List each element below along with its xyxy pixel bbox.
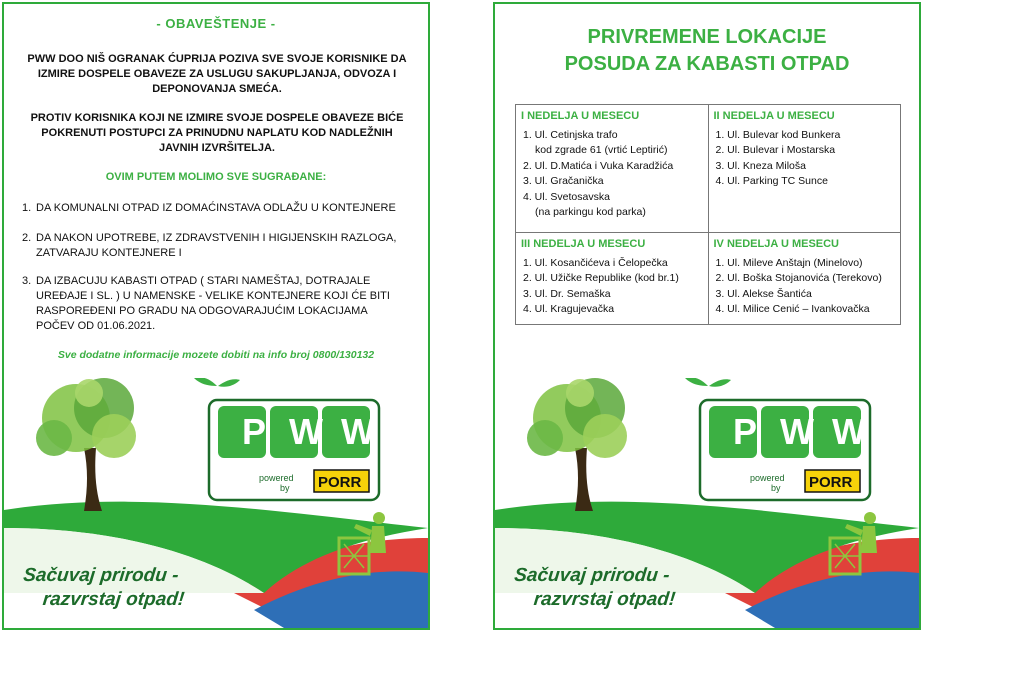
location-item-continuation: (na parkingu kod parka) xyxy=(535,206,646,218)
locations-table xyxy=(515,104,901,325)
tree-icon xyxy=(36,378,136,511)
list-item xyxy=(22,231,402,261)
list-item xyxy=(22,274,402,334)
tree-icon xyxy=(527,378,627,511)
list-item-number: 1. xyxy=(22,202,32,214)
pww-logo-letter: W xyxy=(341,411,375,452)
location-item: 4. Ul. Svetosavska xyxy=(523,190,610,203)
pww-logo-letter: W xyxy=(780,411,814,452)
location-item: 1. Ul. Cetinjska trafo xyxy=(523,128,618,141)
list-item-text: DA KOMUNALNI OTPAD IZ DOMAĆINSTAVA ODLAŽU U KONTEJNERE xyxy=(36,202,396,214)
location-item: 4. Ul. Parking TC Sunce xyxy=(715,175,828,187)
locations-poster xyxy=(493,2,921,630)
powered-text: powered xyxy=(750,473,785,483)
week-cell xyxy=(708,105,901,233)
location-item: 2. Ul. Užičke Republike (kod br.1) xyxy=(523,272,679,284)
week-cell xyxy=(516,233,709,325)
list-item xyxy=(22,201,402,216)
pww-logo-letter: W xyxy=(289,411,323,452)
list-item-continuation: ZATVARAJU KONTEJNERE I xyxy=(36,247,182,259)
location-item-continuation: kod zgrade 61 (vrtić Leptirić) xyxy=(535,144,668,156)
location-item: 4. Ul. Kragujevačka xyxy=(523,303,615,315)
list-item-text: DA IZBACUJU KABASTI OTPAD ( STARI NAMEŠTAJ, DOTRAJALE xyxy=(36,275,371,287)
list-item-number: 3. xyxy=(22,275,32,287)
location-item: 1. Ul. Mileve Anštajn (Minelovo) xyxy=(715,256,863,269)
slogan: Sačuvaj prirodu - razvrstaj otpad! xyxy=(513,565,677,610)
week-heading: III NEDELJA U MESECU xyxy=(521,238,646,250)
location-item: 3. Ul. Gračanička xyxy=(523,175,604,187)
location-item: 3. Ul. Alekse Šantića xyxy=(715,287,812,300)
week-cell xyxy=(516,105,709,233)
location-item: 2. Ul. Bulevar i Mostarska xyxy=(715,144,836,156)
week-cell xyxy=(708,233,901,325)
week-heading: IV NEDELJA U MESECU xyxy=(713,238,840,250)
location-item: 4. Ul. Milice Cenić – Ivankovačka xyxy=(715,303,870,315)
porr-logo-text: PORR xyxy=(318,474,362,491)
location-item: 1. Ul. Bulevar kod Bunkera xyxy=(715,128,841,141)
location-item: 2. Ul. D.Matića i Vuka Karadžića xyxy=(523,159,674,172)
pww-logo-letter: P xyxy=(733,411,758,452)
list-item-text: DA NAKON UPOTREBE, IZ ZDRAVSTVENIH I HIGIJENSKIH RAZLOGA, xyxy=(36,232,397,244)
locations-title: PRIVREMENE LOKACIJE POSUDA ZA KABASTI OTPAD xyxy=(564,26,850,75)
list-item-number: 2. xyxy=(22,232,32,244)
location-item: 3. Ul. Dr. Semaška xyxy=(523,287,611,300)
info-line: Sve dodatne informacije mozete dobiti na info broj 0800/130132 xyxy=(57,349,375,361)
notice-paragraph-enforcement: PROTIV KORISNIKA KOJI NE IZMIRE SVOJE DOSPELE OBAVEZE BIĆE POKRENUTI POSTUPCI ZA PRINUDNU NAPLATU KOD NADLEŽNIH JAVNIH IZVRŠITELJA. xyxy=(30,112,404,154)
location-item: 3. Ul. Kneza Miloša xyxy=(715,159,806,172)
by-text: by xyxy=(771,483,781,493)
notice-paragraph-payment: PWW DOO NIŠ OGRANAK ĆUPRIJA POZIVA SVE SVOJE KORISNIKE DA IZMIRE DOSPELE OBAVEZE ZA USLUGU SAKUPLJANJA, ODVOZA I DEPONOVANJA SMEĆA. xyxy=(27,53,407,95)
notice-poster xyxy=(2,2,430,630)
list-item-continuation: UREĐAJE I SL. ) U NAMENSKE - VELIKE KONTEJNERE KOJI ĆE BITI RASPOREĐENI PO GRADU NA ODGOVARAJUĆIM LOKACIJAMA POČEV OD 01.06.2021. xyxy=(36,290,390,332)
notice-title: - OBAVEŠTENJE - xyxy=(156,16,276,31)
notice-subheading: OVIM PUTEM MOLIMO SVE SUGRAĐANE: xyxy=(105,171,327,183)
week-heading: I NEDELJA U MESECU xyxy=(521,110,640,122)
location-item: 2. Ul. Boška Stojanovića (Terekovo) xyxy=(715,272,882,284)
location-item: 1. Ul. Kosančićeva i Čelopečka xyxy=(523,256,668,269)
slogan: Sačuvaj prirodu - razvrstaj otpad! xyxy=(22,565,186,610)
by-text: by xyxy=(280,483,290,493)
pww-logo-letter: P xyxy=(242,411,267,452)
porr-logo-text: PORR xyxy=(809,474,853,491)
pww-logo-letter: W xyxy=(832,411,866,452)
week-heading: II NEDELJA U MESECU xyxy=(713,110,835,122)
powered-text: powered xyxy=(259,473,294,483)
